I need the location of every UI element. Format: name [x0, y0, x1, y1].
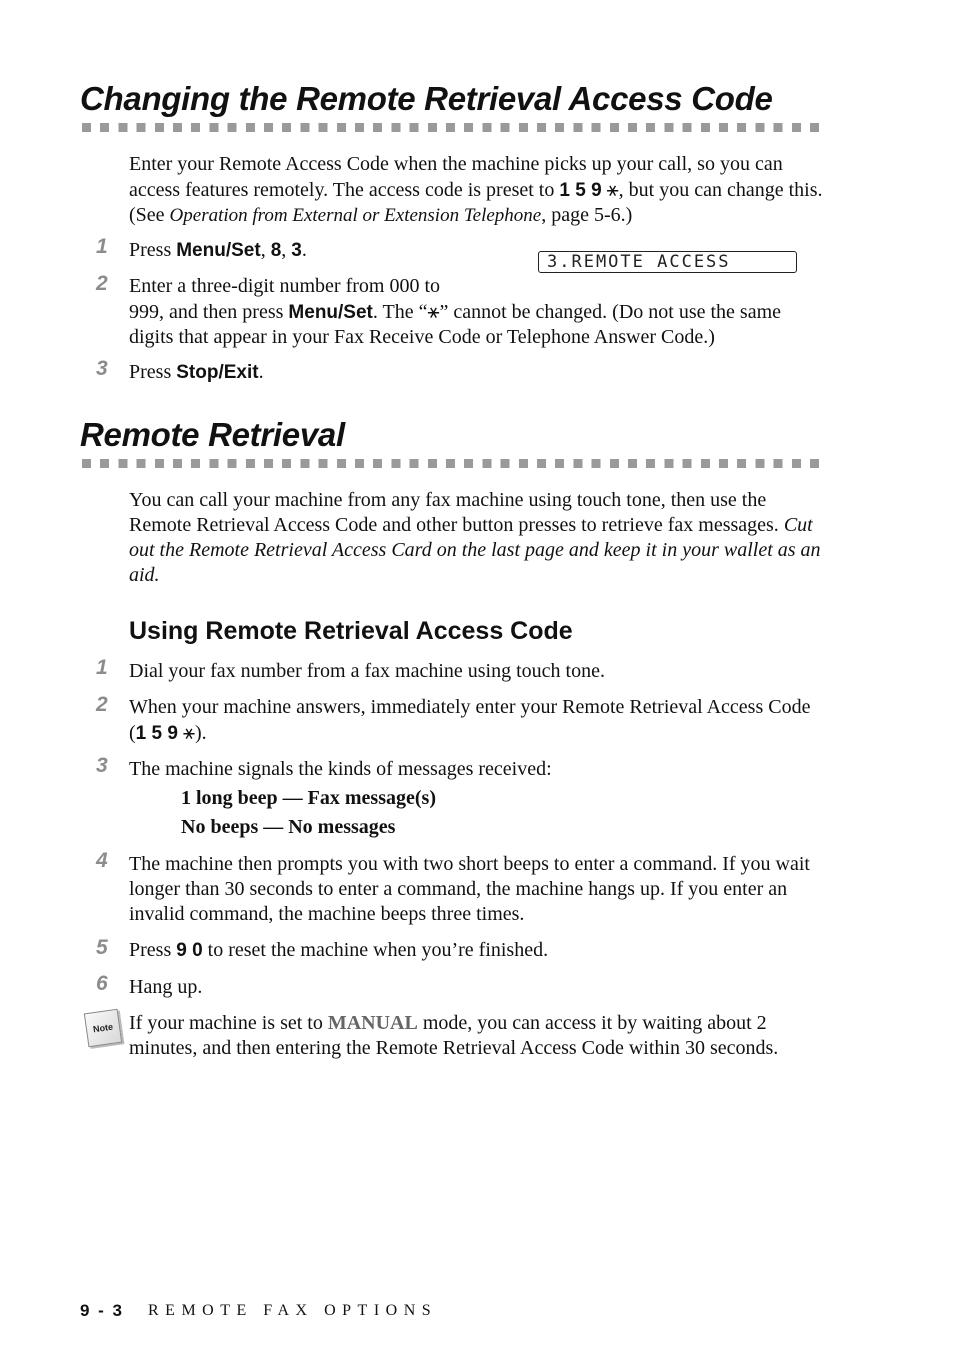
beep-signal-none: No beeps — No messages	[181, 816, 396, 838]
step-number: 2	[96, 272, 108, 295]
step-3-text: The machine signals the kinds of messages received:	[129, 758, 552, 780]
step-number: 1	[96, 656, 108, 679]
step-2-text: Enter a three-digit number from 000 to 999, and then press Menu/Set. The “⚹” cannot be changed. (Do not use the same digits that appear in your Fax Receive Code or Telephone Answer Code.)	[129, 275, 782, 348]
step-number: 4	[96, 849, 108, 872]
step-5-text: Press 9 0 to reset the machine when you’re finished.	[129, 939, 549, 961]
step-number: 5	[96, 936, 108, 959]
step-3-text: Press Stop/Exit.	[129, 361, 264, 383]
note-icon: Note	[84, 1009, 122, 1047]
note-text: If your machine is set to MANUAL mode, you can access it by waiting about 2 minutes, and then entering the Remote Retrieval Access Code within 30 seconds.	[129, 1012, 779, 1059]
section-title-remote-retrieval: Remote Retrieval	[80, 416, 345, 453]
step-number: 3	[96, 754, 108, 777]
star-icon: ⚹	[427, 299, 440, 323]
lcd-display: 3.REMOTE ACCESS	[538, 251, 797, 273]
star-icon: ⚹	[182, 720, 195, 744]
step-6-text: Hang up.	[129, 976, 203, 998]
step-2-text: When your machine answers, immediately enter your Remote Retrieval Access Code (1 5 9 ⚹).	[129, 696, 811, 744]
step-number: 2	[96, 693, 108, 716]
chapter-title: REMOTE FAX OPTIONS	[148, 1302, 438, 1319]
section-title-changing-code: Changing the Remote Retrieval Access Code	[80, 80, 773, 117]
title-dotted-rule	[82, 459, 822, 468]
section1-intro: Enter your Remote Access Code when the machine picks up your call, so you can access features remotely. The access code is preset to 1 5 9 ⚹, but you can change this. (See Operation from External or Extension Telephone, page 5-6.)	[129, 153, 823, 226]
page-number: 9 - 3	[80, 1301, 125, 1320]
step-number: 3	[96, 357, 108, 380]
step-number: 6	[96, 972, 108, 995]
step-4-text: The machine then prompts you with two short beeps to enter a command. If you wait longer than 30 seconds to enter a command, the machine hangs up. If you enter an invalid command, the machine beeps three times.	[129, 853, 810, 925]
beep-signal-fax: 1 long beep — Fax message(s)	[181, 787, 436, 809]
step-1-text: Dial your fax number from a fax machine using touch tone.	[129, 660, 605, 682]
subsection-title: Using Remote Retrieval Access Code	[129, 617, 573, 645]
star-icon: ⚹	[606, 177, 619, 201]
title-dotted-rule	[82, 123, 822, 132]
section2-intro: You can call your machine from any fax machine using touch tone, then use the Remote Retrieval Access Code and other button presses to retrieve fax messages. Cut out the Remote Retrieval Access Card on the last page and keep it in your wallet as an aid.	[129, 489, 821, 586]
step-1-text: Press Menu/Set, 8, 3.	[129, 239, 307, 261]
step-number: 1	[96, 235, 108, 258]
